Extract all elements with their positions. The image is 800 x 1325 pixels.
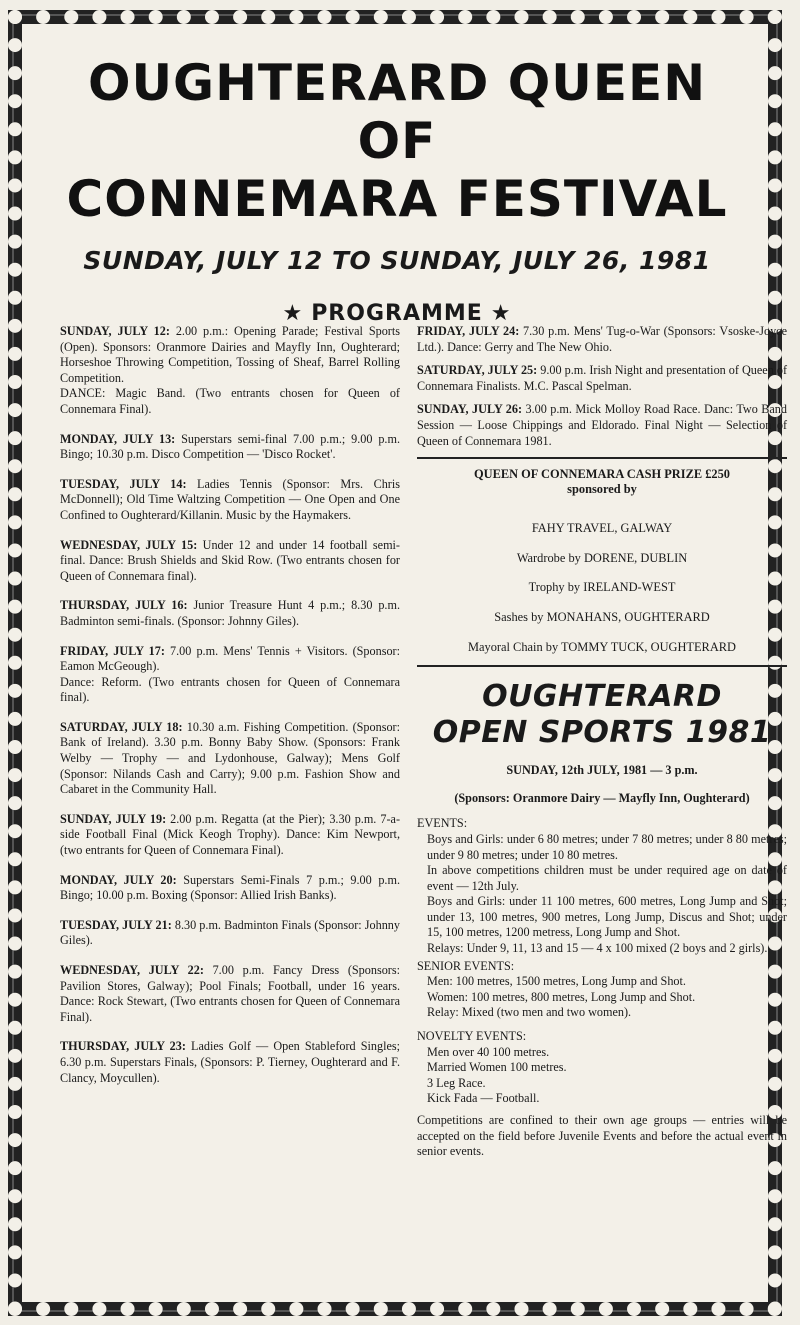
entry-text: 7.00 p.m. Fancy Dress (Sponsors: Pavilion Stores, Galway); Pool Finals; Football, under 16 years. Dance: Rock Stewart, (Two entrants chosen for Queen of Connemara Final).	[60, 963, 400, 1024]
programme-entry	[60, 873, 400, 904]
sponsor-line: Sashes by MONAHANS, OUGHTERARD	[494, 609, 710, 624]
closing-note: Competitions are confined to their own age groups — entries will be accepted on the field before Juvenile Events and before the actual event in senior events.	[417, 1113, 787, 1159]
entry-text: 10.30 a.m. Fishing Competition. (Sponsor: Bank of Ireland). 3.30 p.m. Bonny Baby Show. (Sponsors: Frank Welby — Trophy — and Lydonhouse, Galway); Mens Golf (Sponsor: Nilands Cash and Carry); 9.00 p.m. Fashion Show and Cabaret in the Community Hall.	[60, 719, 400, 797]
entry-day: WEDNESDAY, JULY 15:	[60, 537, 198, 552]
programme-entry	[60, 720, 400, 798]
event-item: Relays: Under 9, 11, 13 and 15 — 4 x 100 mixed (2 boys and 2 girls).	[427, 941, 768, 956]
entry-extra: DANCE: Magic Band. (Two entrants chosen for Queen of Connemara Final).	[60, 386, 400, 416]
senior-events-heading: SENIOR EVENTS:	[417, 958, 515, 973]
entry-day: MONDAY, JULY 20:	[60, 872, 177, 887]
entry-text: Superstars Semi-Finals 7 p.m.; 9.00 p.m. Bingo; 10.00 p.m. Boxing (Sponsor: Allied Irish Banks).	[60, 872, 400, 903]
entry-text: 2.00 p.m. Regatta (at the Pier); 3.30 p.m. 7-a-side Football Final (Mick Keogh Trophy). Dance: Kim Newport, (two entrants for Queen of Connemara Final).	[60, 811, 400, 858]
headline-line-1: OUGHTERARD QUEEN OF	[87, 54, 707, 170]
event-item: Boys and Girls: under 6 80 metres; under 7 80 metres; under 8 80 metres; under 9 80 metres; under 10 80 metres.	[427, 831, 787, 862]
programme-entry	[60, 918, 400, 949]
programme-entry	[60, 477, 400, 524]
senior-event-item: Women: 100 metres, 800 metres, Long Jump and Shot.	[427, 989, 696, 1004]
star-icon: ★	[490, 301, 512, 326]
programme-entry	[60, 963, 400, 1025]
senior-event-item: Men: 100 metres, 1500 metres, Long Jump and Shot.	[427, 974, 686, 989]
entry-day: TUESDAY, JULY 14:	[60, 476, 187, 491]
programme-entry	[417, 363, 787, 394]
poster-content	[42, 48, 788, 1292]
headline	[42, 48, 752, 228]
novelty-event-item: 3 Leg Race.	[427, 1075, 486, 1090]
novelty-event-item: Men over 40 100 metres.	[427, 1044, 550, 1059]
entry-text: 3.00 p.m. Mick Molloy Road Race. Danc: Two Band Session — Loose Chippings and Eldorado. Final Night — Selection of Queen of Connemara 1981.	[417, 402, 787, 448]
festival-dates: SUNDAY, JULY 12 TO SUNDAY, JULY 26, 1981	[83, 246, 711, 275]
entry-day: SUNDAY, JULY 12:	[60, 324, 170, 338]
headline-line-2: CONNEMARA FESTIVAL	[66, 170, 728, 228]
left-column	[60, 324, 400, 1100]
entry-text: Superstars semi-final 7.00 p.m.; 9.00 p.m. Bingo; 10.30 p.m. Disco Competition — 'Disco Rocket'.	[60, 431, 400, 462]
programme-entry	[60, 644, 400, 706]
entry-text: 2.00 p.m.: Opening Parade; Festival Sports (Open). Sponsors: Oranmore Dairies and Mayfly Inn, Oughterard; Horseshoe Throwing Competition, Tossing of Sheaf, Barrel Rolling Competition.	[60, 324, 400, 385]
star-icon: ★	[282, 301, 304, 326]
entry-text: Junior Treasure Hunt 4 p.m.; 8.30 p.m. Badminton semi-finals. (Sponsor: Johnny Giles).	[60, 598, 401, 628]
entry-text: 8.30 p.m. Badminton Finals (Sponsor: Johnny Giles).	[60, 917, 400, 948]
open-sports-date: SUNDAY, 12th JULY, 1981 — 3 p.m.	[506, 763, 698, 778]
entry-day: SUNDAY, JULY 26:	[417, 402, 523, 417]
sponsor-line: Wardrobe by DORENE, DUBLIN	[516, 550, 688, 565]
open-sports-sponsors: (Sponsors: Oranmore Dairy — Mayfly Inn, Oughterard)	[454, 790, 750, 805]
programme-columns	[42, 324, 788, 1292]
events-list	[417, 816, 787, 1159]
entry-day: SUNDAY, JULY 19:	[60, 811, 167, 826]
decorative-border	[8, 10, 788, 1316]
entry-day: THURSDAY, JULY 16:	[60, 598, 188, 613]
novelty-event-item: Married Women 100 metres.	[427, 1060, 567, 1075]
programme-entry	[60, 812, 400, 859]
programme-entry	[417, 402, 787, 449]
event-item: Boys and Girls: under 11 100 metres, 600 metres, Long Jump and Shot; under 13, 100 metres, 900 metres, Long Jump, Discus and Shot; under 15, 100 metres, 1200 metress, Long Jump and Shot.	[427, 894, 787, 940]
right-entries	[417, 324, 787, 449]
open-sports-title-line-2: OPEN SPORTS 1981	[432, 715, 772, 751]
novelty-event-item: Kick Fada — Football.	[427, 1091, 540, 1106]
entry-day: THURSDAY, JULY 23:	[60, 1039, 186, 1054]
entry-day: TUESDAY, JULY 21:	[60, 917, 172, 932]
programme-entry	[60, 598, 400, 629]
entry-text: 9.00 p.m. Irish Night and presentation of Queen of Connemara Finalists. M.C. Pascal Spelman.	[417, 363, 788, 393]
entry-text: Ladies Tennis (Sponsor: Mrs. Chris McDonnell); Old Time Waltzing Competition — One Open and One Confined to Oughterard/Killanin. Music by the Haymakers.	[60, 476, 400, 522]
prize-heading	[417, 467, 787, 497]
sponsor-box	[417, 457, 787, 667]
entry-extra: Dance: Reform. (Two entrants chosen for Queen of Connemara final).	[60, 674, 400, 705]
sponsor-line: Trophy by IRELAND-WEST	[528, 580, 676, 595]
senior-event-item: Relay: Mixed (two men and two women).	[427, 1005, 632, 1020]
programme-heading	[42, 301, 752, 326]
sponsor-line: FAHY TRAVEL, GALWAY	[531, 521, 673, 536]
open-sports-title	[417, 679, 787, 751]
entry-day: WEDNESDAY, JULY 22:	[60, 963, 204, 977]
entry-day: MONDAY, JULY 13:	[60, 431, 176, 446]
novelty-events-heading: NOVELTY EVENTS:	[417, 1029, 527, 1044]
entry-text: Under 12 and under 14 football semi-final. Dance: Brush Shields and Skid Row. (Two entrants chosen for Queen of Connemara final).	[60, 537, 400, 583]
entry-day: SATURDAY, JULY 25:	[417, 363, 538, 378]
open-sports-title-line-1: OUGHTERARD	[482, 679, 722, 715]
programme-entry	[60, 432, 400, 463]
programme-title: PROGRAMME	[311, 301, 483, 326]
events-heading: EVENTS:	[417, 816, 468, 831]
prize-title: QUEEN OF CONNEMARA CASH PRIZE £250	[474, 467, 730, 482]
entry-text: 7.30 p.m. Mens' Tug-o-War (Sponsors: Vsoske-Joyce Ltd.). Dance: Gerry and The New Ohio.	[417, 324, 788, 354]
entry-text: 7.00 p.m. Mens' Tennis + Visitors. (Sponsor: Eamon McGeough).	[60, 643, 400, 674]
right-column	[417, 324, 787, 1160]
event-item: In above competitions children must be under required age on date of event — 12th July.	[427, 863, 787, 893]
sponsor-line: Mayoral Chain by TOMMY TUCK, OUGHTERARD	[467, 639, 736, 654]
entry-day: FRIDAY, JULY 24:	[417, 324, 520, 338]
programme-entry	[60, 324, 400, 418]
programme-entry	[417, 324, 787, 355]
entry-text: Ladies Golf — Open Stableford Singles; 6.30 p.m. Superstars Finals, (Sponsors: P. Tierney, Oughterard and F. Clancy, Moycullen).	[60, 1039, 400, 1085]
programme-entry	[60, 538, 400, 585]
entry-day: FRIDAY, JULY 17:	[60, 643, 165, 658]
programme-entry	[60, 1039, 400, 1086]
sponsored-by: sponsored by	[567, 482, 637, 497]
entry-day: SATURDAY, JULY 18:	[60, 719, 183, 734]
